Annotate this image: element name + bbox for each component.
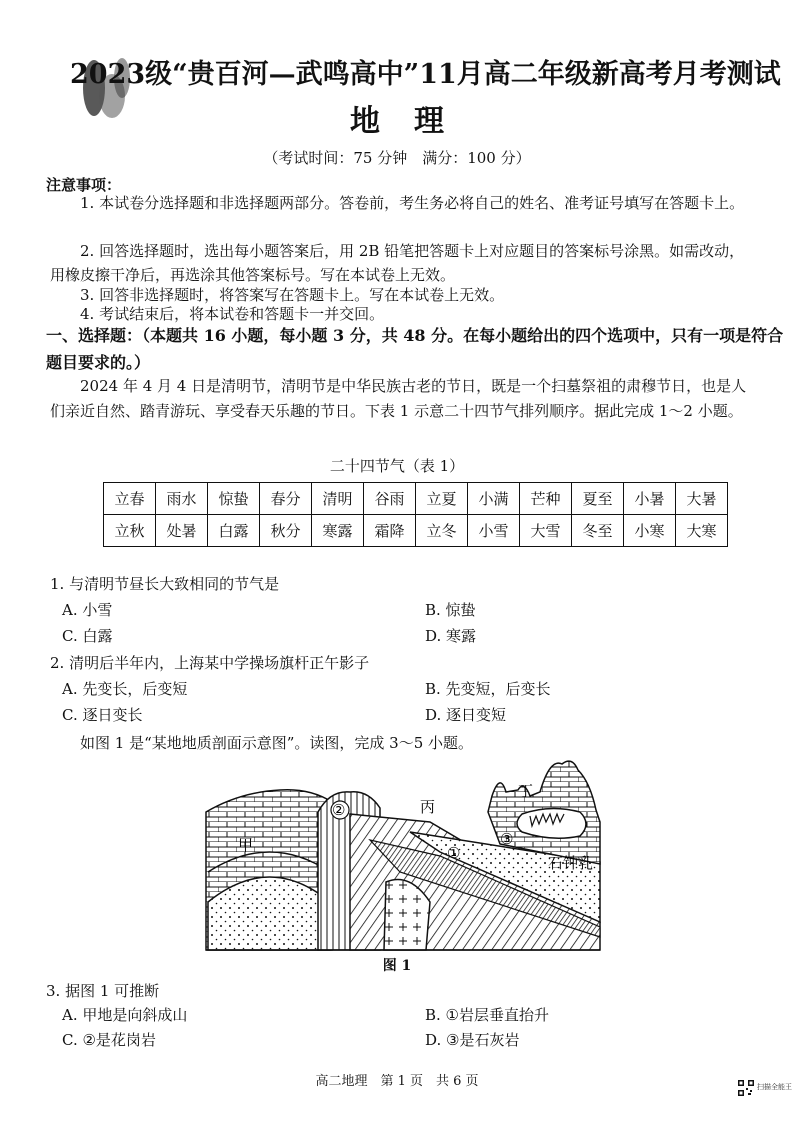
subject-title: 地理 [350, 104, 478, 139]
table-cell: 立夏 [416, 483, 468, 515]
question-2-option-d[interactable]: D. 逐日变短 [425, 706, 507, 724]
scanner-brand: 扫描全能王 [757, 1084, 792, 1091]
table-cell: 大暑 [676, 483, 728, 515]
question-1-option-c[interactable]: C. 白露 [62, 627, 113, 645]
table-cell: 雨水 [156, 483, 208, 515]
table-cell: 大寒 [676, 515, 728, 547]
question-1-option-d[interactable]: D. 寒露 [425, 627, 477, 645]
exam-info: （考试时间：75 分钟 满分：100 分） [263, 149, 531, 167]
question-2-stem: 2. 清明后半年内，上海某中学操场旗杆正午影子 [50, 654, 370, 672]
question-2-option-a[interactable]: A. 先变长，后变短 [62, 680, 188, 698]
table-cell: 霜降 [364, 515, 416, 547]
section-instructions: （本题共 16 小题，每小题 3 分，共 48 分。在每小题给出的四个选项中，只有一项是符合题目要求的。） [46, 326, 784, 372]
table-cell: 大雪 [520, 515, 572, 547]
question-intro-3-5: 如图 1 是“某地地质剖面示意图”。读图，完成 3～5 小题。 [80, 734, 474, 752]
question-3-option-d[interactable]: D. ③是石灰岩 [425, 1031, 520, 1049]
table-cell: 白露 [208, 515, 260, 547]
table-cell: 谷雨 [364, 483, 416, 515]
exam-title: 2023级“贵百河—武鸣高中”11月高二年级新高考月考测试 [70, 59, 781, 90]
label-two: ② [332, 801, 346, 819]
table-cell: 芒种 [520, 483, 572, 515]
table-caption: 二十四节气（表 1） [329, 457, 465, 475]
question-intro-1-2: 2024 年 4 月 4 日是清明节，清明节是中华民族古老的节日，既是一个扫墓祭祖的肃穆节日，也是人们亲近自然、踏青游玩、享受春天乐趣的节日。下表 1 示意二十四节气排列顺序。据此完成 1～2 小题。 [50, 377, 747, 420]
label-ding: 丁 [518, 782, 534, 800]
table-cell: 夏至 [572, 483, 624, 515]
question-1-option-a[interactable]: A. 小雪 [62, 601, 113, 619]
figure-caption: 图 1 [382, 958, 412, 974]
section-heading [46, 322, 786, 376]
solar-terms-table [103, 482, 728, 547]
label-one: ① [447, 844, 461, 862]
table-cell: 秋分 [260, 515, 312, 547]
table-cell: 清明 [312, 483, 364, 515]
question-2-option-b[interactable]: B. 先变短，后变长 [425, 680, 551, 698]
table-cell: 冬至 [572, 515, 624, 547]
label-three: ③ [500, 830, 514, 848]
question-3-option-a[interactable]: A. 甲地是向斜成山 [62, 1006, 188, 1024]
table-cell: 立冬 [416, 515, 468, 547]
table-row [104, 483, 728, 515]
table-cell: 立秋 [104, 515, 156, 547]
table-cell: 小暑 [624, 483, 676, 515]
question-3-option-b[interactable]: B. ①岩层垂直抬升 [425, 1006, 550, 1024]
note-item: 3. 回答非选择题时，将答案写在答题卡上。写在本试卷上无效。 [80, 286, 505, 304]
karst-cave [517, 808, 586, 838]
qr-code-icon [738, 1080, 754, 1096]
note-item: 2. 回答选择题时，选出每小题答案后，用 2B 铅笔把答题卡上对应题目的答案标号涂黑。如需改动，用橡皮擦干净后，再选涂其他答案标号。写在本试卷上无效。 [50, 242, 745, 284]
question-3-stem: 3. 据图 1 可推断 [46, 982, 160, 1000]
geologic-section-figure [200, 752, 620, 952]
question-3-option-c[interactable]: C. ②是花岗岩 [62, 1031, 156, 1049]
table-cell: 春分 [260, 483, 312, 515]
notes-heading: 注意事项： [46, 176, 122, 194]
table-cell: 小雪 [468, 515, 520, 547]
table-cell: 立春 [104, 483, 156, 515]
table-row [104, 515, 728, 547]
note-item: 4. 考试结束后，将本试卷和答题卡一并交回。 [80, 305, 385, 323]
label-jia: 甲 [238, 836, 254, 854]
section-label: 一、选择题： [46, 326, 143, 345]
table-cell: 小满 [468, 483, 520, 515]
table-cell: 寒露 [312, 515, 364, 547]
note-item: 1. 本试卷分选择题和非选择题两部分。答卷前，考生务必将自己的姓名、准考证号填写在答题卡上。 [80, 194, 745, 212]
page-footer: 高二地理 第 1 页 共 6 页 [315, 1074, 479, 1089]
label-stalactite: 石钟乳 [548, 854, 594, 872]
question-1-stem: 1. 与清明节昼长大致相同的节气是 [50, 575, 280, 593]
table-cell: 处暑 [156, 515, 208, 547]
table-cell: 惊蛰 [208, 483, 260, 515]
label-bing: 丙 [420, 798, 436, 816]
question-2-option-c[interactable]: C. 逐日变长 [62, 706, 143, 724]
table-cell: 小寒 [624, 515, 676, 547]
question-1-option-b[interactable]: B. 惊蛰 [425, 601, 476, 619]
